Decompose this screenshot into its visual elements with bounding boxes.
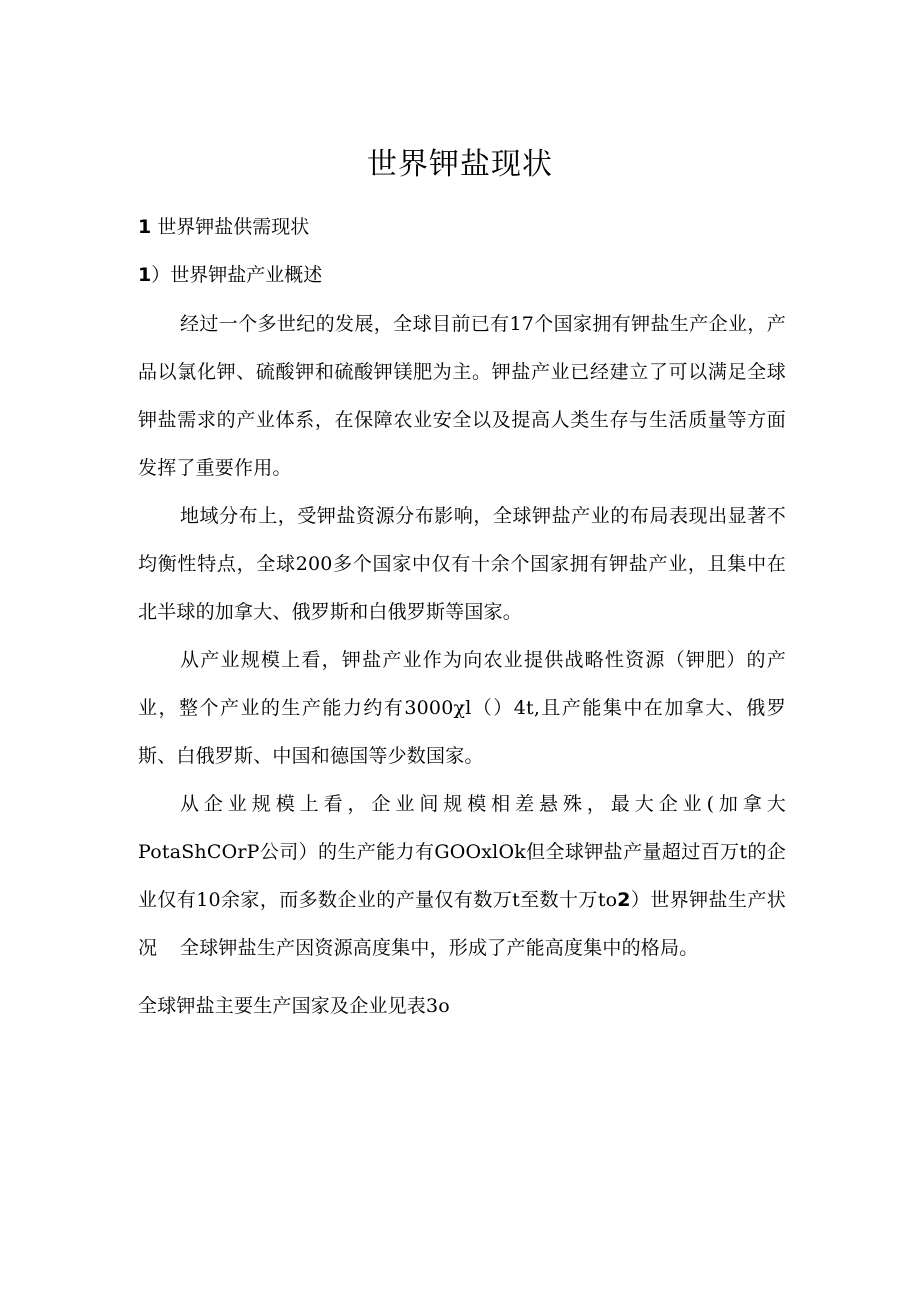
paragraph-enterprise-text: 从企业规模上看，企业间规模相差悬殊，最大企业(加拿大PotaShCOrP公司）的生产能力有GOOxlOk但全球钾盐产量超过百万t的企业仅有10余家，而多数企业的产量仅有数万t至数十万to: [138, 793, 786, 911]
section-heading-text: 世界钾盐供需现状: [157, 216, 310, 238]
section-number: 1: [138, 216, 152, 238]
paragraph-distribution: 地域分布上，受钾盐资源分布影响，全球钾盐产业的布局表现出显著不均衡性特点，全球200多个国家中仅有十余个国家拥有钾盐产业，且集中在北半球的加拿大、俄罗斯和白俄罗斯等国家。: [138, 505, 786, 623]
subsection-2-number: 2: [617, 889, 631, 911]
paragraph-production: 全球钾盐生产因资源高度集中，形成了产能高度集中的格局。: [180, 937, 699, 959]
document-title: 世界钾盐现状: [367, 147, 553, 182]
paragraph-industry-scale: 从产业规模上看，钾盐产业作为向农业提供战略性资源（钾肥）的产业，整个产业的生产能力约有3000χl（）4t,且产能集中在加拿大、俄罗斯、白俄罗斯、中国和德国等少数国家。: [138, 649, 786, 767]
subsection-2-heading-text: ）世界钾盐生产状况: [138, 889, 786, 959]
paragraph-overview: 经过一个多世纪的发展，全球目前已有17个国家拥有钾盐生产企业，产品以氯化钾、硫酸钾和硫酸钾镁肥为主。钾盐产业已经建立了可以满足全球钾盐需求的产业体系，在保障农业安全以及提高人类生存与生活质量等方面发挥了重要作用。: [138, 313, 786, 479]
section-heading: [138, 213, 309, 241]
subsection-number: 1: [138, 264, 152, 286]
subsection-heading: [138, 261, 322, 289]
subsection-heading-text: ）世界钾盐产业概述: [151, 264, 323, 286]
paragraph-table-reference: 全球钾盐主要生产国家及企业见表3o: [138, 995, 450, 1017]
